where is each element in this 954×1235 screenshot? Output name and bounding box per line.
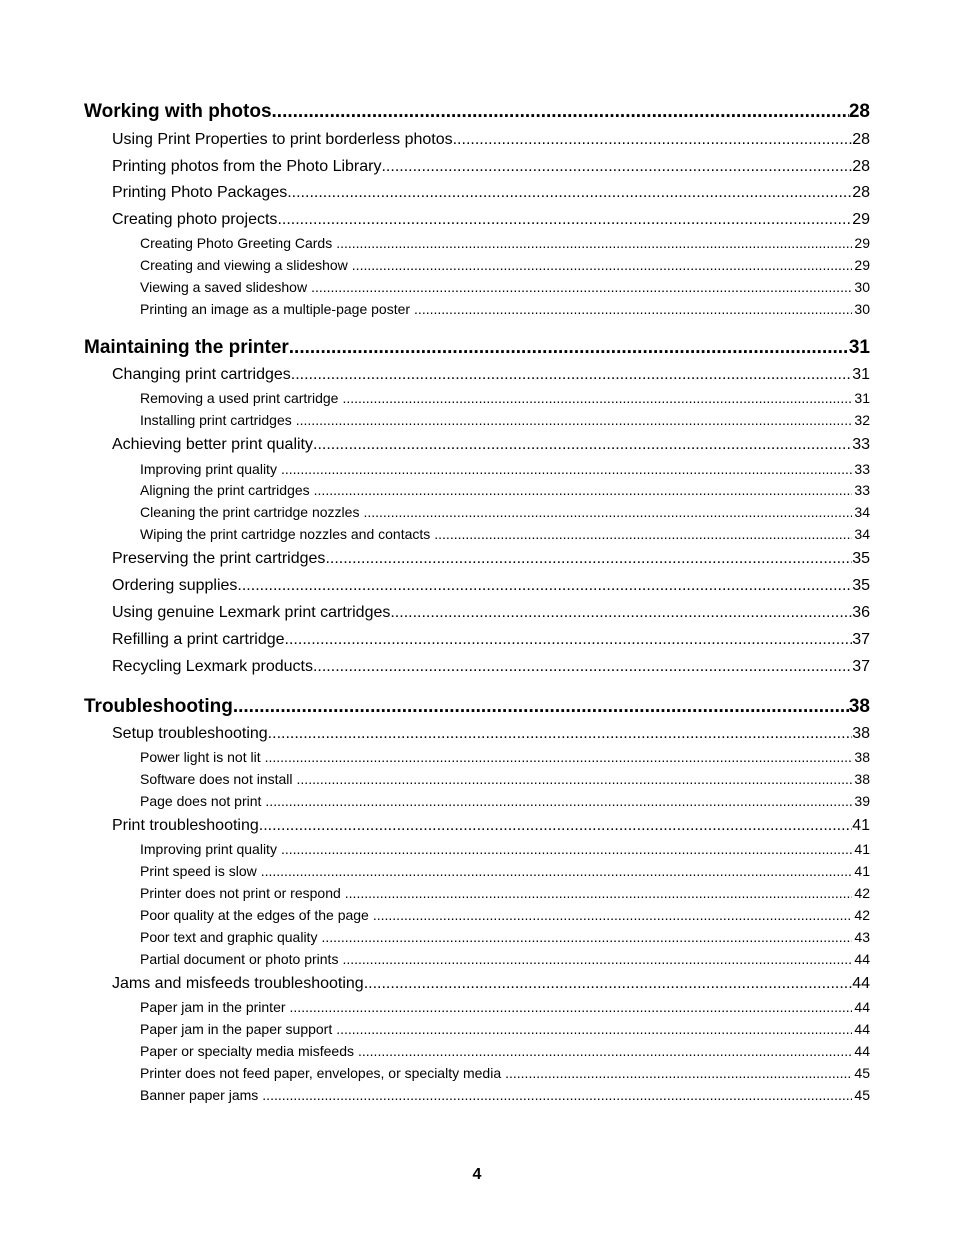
toc-entry-title: Printing an image as a multiple-page poster — [140, 301, 411, 317]
toc-entry-level-1[interactable] — [84, 337, 870, 359]
toc-dot-leader — [313, 658, 852, 676]
toc-entry-level-2[interactable] — [112, 131, 870, 149]
toc-entry-title: Achieving better print quality — [112, 436, 313, 453]
toc-entry-title: Ordering supplies — [112, 577, 238, 594]
toc-entry-page: 29 — [854, 235, 870, 251]
toc-dot-leader — [363, 504, 852, 520]
toc-entry-page: 37 — [852, 631, 870, 648]
toc-entry-title: Creating Photo Greeting Cards — [140, 235, 333, 251]
toc-dot-leader — [272, 101, 849, 123]
toc-entry-title: Installing print cartridges — [140, 412, 292, 428]
toc-entry-page: 44 — [854, 951, 870, 967]
toc-entry-title: Poor quality at the edges of the page — [140, 907, 369, 923]
toc-entry-title: Aligning the print cartridges — [140, 482, 310, 498]
toc-dot-leader — [311, 279, 852, 295]
toc-entry-level-3[interactable] — [140, 771, 870, 787]
toc-entry-page: 31 — [848, 337, 870, 358]
toc-entry-level-3[interactable] — [140, 885, 870, 901]
toc-entry-title: Cleaning the print cartridge nozzles — [140, 504, 360, 520]
toc-entry-title: Removing a used print cartridge — [140, 390, 339, 406]
toc-dot-leader — [352, 257, 853, 273]
toc-entry-level-1[interactable] — [84, 101, 870, 123]
toc-entry-title: Preserving the print cartridges — [112, 550, 326, 567]
toc-entry-page: 44 — [854, 1043, 870, 1059]
toc-entry-page: 33 — [854, 461, 870, 477]
toc-dot-leader — [434, 526, 852, 542]
toc-dot-leader — [390, 604, 852, 622]
toc-entry-level-2[interactable] — [112, 975, 870, 993]
toc-entry-title: Changing print cartridges — [112, 366, 291, 383]
toc-dot-leader — [358, 1043, 852, 1059]
toc-entry-title: Setup troubleshooting — [112, 725, 268, 742]
toc-entry-page: 38 — [854, 771, 870, 787]
toc-dot-leader — [289, 337, 849, 359]
toc-entry-level-3[interactable] — [140, 749, 870, 765]
toc-entry-level-3[interactable] — [140, 279, 870, 295]
toc-entry-level-3[interactable] — [140, 412, 870, 428]
toc-dot-leader — [291, 366, 852, 384]
toc-entry-level-3[interactable] — [140, 257, 870, 273]
toc-dot-leader — [265, 749, 853, 765]
toc-entry-title: Printing photos from the Photo Library — [112, 158, 382, 175]
toc-entry-page: 44 — [852, 975, 870, 992]
toc-dot-leader — [265, 793, 852, 809]
toc-entry-page: 38 — [854, 749, 870, 765]
toc-entry-title: Using genuine Lexmark print cartridges — [112, 604, 391, 621]
toc-dot-leader — [297, 771, 853, 787]
toc-entry-level-3[interactable] — [140, 863, 870, 879]
toc-entry-page: 44 — [854, 999, 870, 1015]
toc-entry-level-3[interactable] — [140, 482, 870, 498]
toc-dot-leader — [381, 158, 852, 176]
toc-entry-level-3[interactable] — [140, 841, 870, 857]
toc-entry-level-2[interactable] — [112, 817, 870, 835]
toc-dot-leader — [345, 885, 853, 901]
toc-dot-leader — [342, 951, 852, 967]
toc-entry-title: Paper or specialty media misfeeds — [140, 1043, 354, 1059]
toc-entry-title: Creating photo projects — [112, 211, 278, 228]
toc-entry-page: 45 — [854, 1087, 870, 1103]
toc-entry-page: 35 — [852, 577, 870, 594]
toc-entry-page: 41 — [852, 817, 870, 834]
toc-entry-level-3[interactable] — [140, 1043, 870, 1059]
toc-entry-page: 30 — [854, 279, 870, 295]
toc-entry-title: Banner paper jams — [140, 1087, 259, 1103]
toc-dot-leader — [233, 696, 849, 718]
toc-entry-title: Printer does not print or respond — [140, 885, 341, 901]
toc-entry-title: Paper jam in the printer — [140, 999, 286, 1015]
toc-entry-level-2[interactable] — [112, 436, 870, 454]
toc-entry-page: 36 — [852, 604, 870, 621]
toc-dot-leader — [505, 1065, 852, 1081]
toc-entry-level-3[interactable] — [140, 461, 870, 477]
toc-entry-page: 28 — [852, 184, 870, 201]
toc-entry-title: Poor text and graphic quality — [140, 929, 318, 945]
toc-entry-title: Recycling Lexmark products — [112, 658, 313, 675]
toc-dot-leader — [342, 390, 852, 406]
toc-dot-leader — [277, 211, 852, 229]
toc-entry-title: Viewing a saved slideshow — [140, 279, 308, 295]
toc-dot-leader — [364, 975, 853, 993]
toc-entry-level-2[interactable] — [112, 184, 870, 202]
toc-entry-level-2[interactable] — [112, 550, 870, 568]
toc-entry-title: Working with photos — [84, 101, 272, 122]
toc-dot-leader — [237, 577, 852, 595]
toc-entry-page: 32 — [854, 412, 870, 428]
toc-dot-leader — [259, 817, 852, 835]
toc-entry-page: 43 — [854, 929, 870, 945]
toc-dot-leader — [290, 999, 853, 1015]
toc-entry-title: Page does not print — [140, 793, 262, 809]
toc-entry-page: 37 — [852, 658, 870, 675]
toc-entry-page: 39 — [854, 793, 870, 809]
toc-entry-page: 38 — [848, 696, 870, 717]
toc-entry-page: 44 — [854, 1021, 870, 1037]
toc-entry-level-3[interactable] — [140, 1087, 870, 1103]
toc-entry-page: 31 — [854, 390, 870, 406]
toc-entry-page: 31 — [852, 366, 870, 383]
toc-entry-page: 45 — [854, 1065, 870, 1081]
toc-entry-level-2[interactable] — [112, 366, 870, 384]
toc-entry-level-3[interactable] — [140, 504, 870, 520]
toc-entry-page: 41 — [854, 841, 870, 857]
toc-entry-page: 29 — [854, 257, 870, 273]
toc-dot-leader — [268, 725, 853, 743]
toc-entry-title: Printer does not feed paper, envelopes, or specialty media — [140, 1065, 502, 1081]
toc-entry-title: Using Print Properties to print borderless photos — [112, 131, 453, 148]
toc-entry-level-3[interactable] — [140, 793, 870, 809]
toc-dot-leader — [325, 550, 852, 568]
toc-entry-page: 33 — [852, 436, 870, 453]
toc-entry-page: 35 — [852, 550, 870, 567]
toc-dot-leader — [287, 184, 852, 202]
toc-entry-level-3[interactable] — [140, 235, 870, 251]
toc-dot-leader — [285, 631, 853, 649]
toc-entry-level-3[interactable] — [140, 951, 870, 967]
toc-entry-title: Printing Photo Packages — [112, 184, 288, 201]
toc-entry-title: Power light is not lit — [140, 749, 261, 765]
toc-dot-leader — [453, 131, 853, 149]
toc-entry-level-3[interactable] — [140, 390, 870, 406]
page-number: 4 — [472, 1166, 482, 1183]
toc-entry-page: 33 — [854, 482, 870, 498]
toc-entry-title: Partial document or photo prints — [140, 951, 339, 967]
toc-entry-level-1[interactable] — [84, 696, 870, 718]
toc-entry-title: Improving print quality — [140, 841, 277, 857]
toc-entry-level-3[interactable] — [140, 999, 870, 1015]
toc-entry-level-2[interactable] — [112, 158, 870, 176]
toc-entry-title: Wiping the print cartridge nozzles and contacts — [140, 526, 431, 542]
toc-dot-leader — [336, 235, 852, 251]
toc-entry-title: Creating and viewing a slideshow — [140, 257, 348, 273]
toc-entry-level-3[interactable] — [140, 526, 870, 542]
toc-dot-leader — [281, 841, 852, 857]
toc-dot-leader — [313, 436, 852, 454]
toc-entry-page: 34 — [854, 504, 870, 520]
toc-entry-page: 28 — [852, 158, 870, 175]
toc-entry-level-3[interactable] — [140, 929, 870, 945]
toc-entry-page: 42 — [854, 907, 870, 923]
toc-entry-title: Maintaining the printer — [84, 337, 289, 358]
toc-entry-page: 28 — [848, 101, 870, 122]
toc-entry-title: Refilling a print cartridge — [112, 631, 285, 648]
toc-entry-level-2[interactable] — [112, 211, 870, 229]
toc-dot-leader — [414, 301, 852, 317]
toc-entry-title: Paper jam in the paper support — [140, 1021, 333, 1037]
toc-entry-level-2[interactable] — [112, 658, 870, 676]
toc-dot-leader — [373, 907, 853, 923]
toc-entry-page: 29 — [852, 211, 870, 228]
toc-entry-title: Print speed is slow — [140, 863, 257, 879]
toc-dot-leader — [321, 929, 852, 945]
toc-entry-title: Jams and misfeeds troubleshooting — [112, 975, 364, 992]
toc-dot-leader — [314, 482, 853, 498]
toc-dot-leader — [281, 461, 852, 477]
toc-entry-title: Print troubleshooting — [112, 817, 259, 834]
toc-entry-level-2[interactable] — [112, 604, 870, 622]
toc-entry-level-2[interactable] — [112, 577, 870, 595]
toc-entry-title: Software does not install — [140, 771, 293, 787]
toc-entry-page: 34 — [854, 526, 870, 542]
toc-entry-level-2[interactable] — [112, 725, 870, 743]
toc-entry-page: 38 — [852, 725, 870, 742]
toc-entry-level-2[interactable] — [112, 631, 870, 649]
toc-entry-level-3[interactable] — [140, 1021, 870, 1037]
toc-entry-page: 42 — [854, 885, 870, 901]
toc-entry-level-3[interactable] — [140, 1065, 870, 1081]
toc-entry-level-3[interactable] — [140, 301, 870, 317]
toc-dot-leader — [336, 1021, 852, 1037]
toc-dot-leader — [262, 1087, 852, 1103]
toc-dot-leader — [296, 412, 853, 428]
toc-dot-leader — [261, 863, 853, 879]
toc-entry-title: Improving print quality — [140, 461, 277, 477]
toc-entry-page: 30 — [854, 301, 870, 317]
toc-entry-title: Troubleshooting — [84, 696, 233, 717]
toc-entry-page: 28 — [852, 131, 870, 148]
toc-entry-level-3[interactable] — [140, 907, 870, 923]
toc-entry-page: 41 — [854, 863, 870, 879]
